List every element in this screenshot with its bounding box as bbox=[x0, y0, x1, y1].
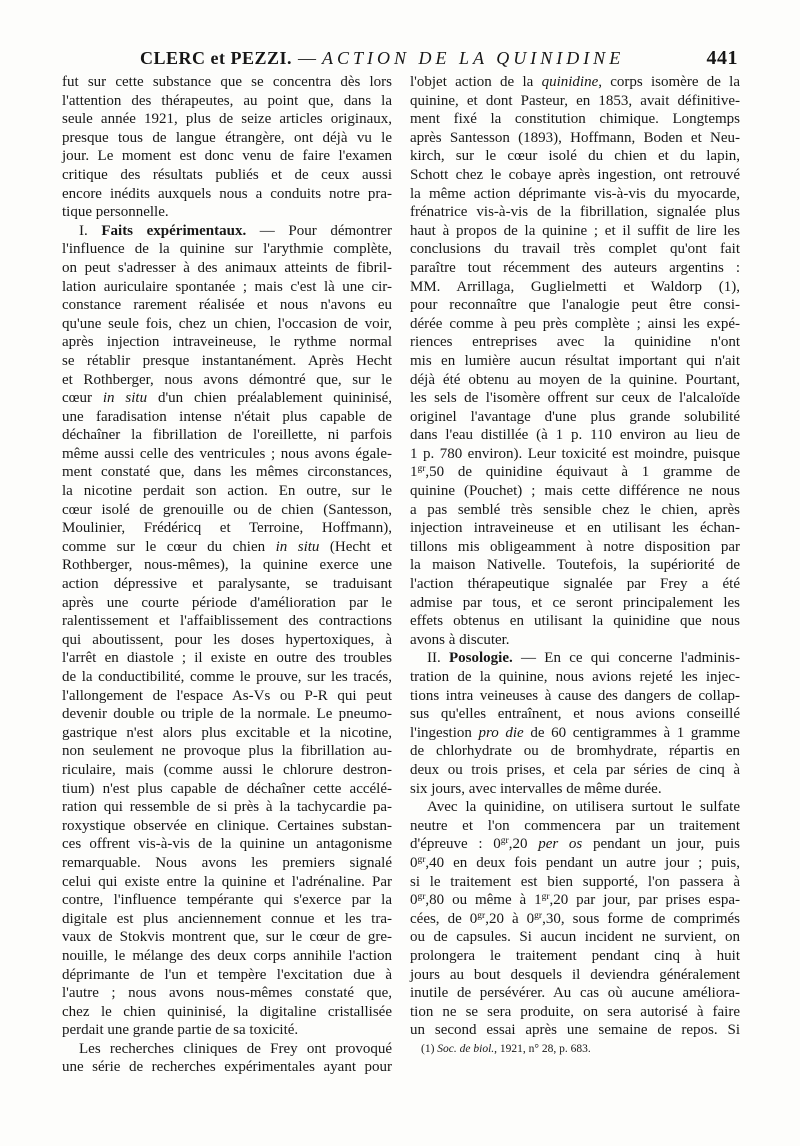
text-line bbox=[410, 854, 740, 873]
text-line: Avec la quinidine, on utilisera surtout le sulfate bbox=[427, 799, 740, 816]
section-faits-experimentaux bbox=[62, 222, 392, 1040]
text-line: après une courte période d'amélioration par le bbox=[62, 594, 392, 611]
text-line bbox=[410, 835, 740, 854]
text-line: une série de recherches expérimentales ayant pour bbox=[62, 1059, 392, 1076]
text-run: d'un chien préalablement quininisé, bbox=[147, 390, 392, 407]
text-line: l'autre ; nous avons nous-mêmes constaté que, bbox=[62, 985, 392, 1002]
text-run: pendant un jour, puis bbox=[582, 836, 740, 853]
footnote-source: Soc. de biol. bbox=[437, 1043, 495, 1055]
text-line: l'allongement de l'espace As-Vs ou P-R qui peut bbox=[62, 687, 392, 704]
text-line: gastrique n'est alors plus excitable et la nicotine, bbox=[62, 724, 392, 741]
text-line: jours au bout desquels il deviendra généralement bbox=[410, 966, 740, 983]
unit-superscript: gr bbox=[534, 910, 543, 921]
text-run: d'épreuve : 0 bbox=[410, 836, 501, 853]
text-line: constance rarement réalisée et nous n'avons eu bbox=[62, 297, 392, 314]
text-line: neutre et l'on commencera par un traitement bbox=[410, 817, 740, 834]
text-line: après injection intraveineuse, le rythme normal bbox=[62, 334, 392, 351]
text-line bbox=[410, 910, 740, 929]
text-run: de 60 centigrammes à 1 gramme bbox=[523, 724, 740, 741]
text-line: et Rothberger, nous avons démontré que, sur le bbox=[62, 371, 392, 388]
text-run: comme sur le cœur du chien bbox=[62, 538, 276, 555]
text-run: ,20 par jour, par prises espa- bbox=[549, 892, 740, 909]
text-line: contre, l'influence tempérante qui s'exerce par la bbox=[62, 892, 392, 909]
text-line: roxystique observée en clinique. Certaines substan- bbox=[62, 817, 392, 834]
text-line: se rétablir presque instantanément. Après Hecht bbox=[62, 352, 392, 369]
text-line: fut sur cette substance que se concentra dès lors bbox=[62, 74, 392, 90]
text-line: perdait une grande partie de sa toxicité. bbox=[62, 1022, 299, 1039]
text-line: qui aboutissent, pour les doses hypertoxiques, à bbox=[62, 631, 392, 648]
text-line: l'attention des thérapeutes, au point que, dans la bbox=[62, 92, 392, 109]
text-line: ces offrent vis-à-vis de la quinine un antagonisme bbox=[62, 836, 392, 853]
paragraph-quinidine bbox=[410, 73, 740, 649]
text-line bbox=[410, 724, 740, 743]
unit-superscript: gr bbox=[500, 836, 509, 847]
text-line: ration qui ressemble de si près à la tachycardie pa- bbox=[62, 799, 392, 816]
text-line: Rothberger, nous-mêmes), la quinine exerce une bbox=[62, 557, 392, 574]
text-line: encore inédits auxquels nous a conduits notre pra- bbox=[62, 185, 392, 202]
text-line: paraître tout récemment des auteurs argentins : bbox=[410, 259, 740, 276]
paragraph-dosage bbox=[410, 798, 740, 1040]
text-line: vaux de Stokvis montrent que, sur le cœur de gre- bbox=[62, 929, 392, 946]
text-line: tration de la quinine, nous avions rejeté les injec- bbox=[410, 669, 740, 685]
paragraph-frey bbox=[62, 1040, 392, 1077]
text-line: kirch, sur le cœur isolé du chien et du lapin, bbox=[410, 148, 740, 165]
text-line: admise par tous, et ce seront principalement les bbox=[410, 594, 740, 611]
text-line: quinine (Pouchet) ; mais cette différence ne nous bbox=[410, 483, 740, 500]
page-number: 441 bbox=[706, 47, 738, 69]
text-line: dans l'eau distillée (à 1 p. 110 environ au lieu de bbox=[410, 427, 740, 444]
text-line: critique des résultats publiés et de ceux aussi bbox=[62, 166, 392, 183]
header-title: ACTION DE LA QUINIDINE bbox=[322, 48, 625, 68]
text-run: , corps isomère de la bbox=[598, 74, 740, 90]
footnote-marker: (1) bbox=[421, 1043, 438, 1055]
text-line bbox=[410, 891, 740, 910]
text-line: chez le chien quininisé, la digitaline cristallisée bbox=[62, 1003, 392, 1020]
text-line: ou de capsules. Si aucun incident ne survient, on bbox=[410, 929, 740, 946]
text-line: de la conductibilité, comme le prouve, sur les tracés, bbox=[62, 669, 392, 685]
text-line bbox=[62, 389, 392, 408]
paragraph-intro bbox=[62, 73, 392, 222]
text-run: ,20 à 0 bbox=[485, 910, 535, 927]
section-number: I. bbox=[79, 222, 102, 239]
text-line: Schott chez le cobaye après ingestion, ont retrouvé bbox=[410, 166, 740, 183]
text-line: cœur isolé de grenouille ou de chien (Santesson, bbox=[62, 501, 392, 518]
unit-superscript: gr bbox=[417, 464, 426, 475]
footnote-reference: , 1921, n° 28, p. 683. bbox=[494, 1043, 591, 1055]
unit-superscript: gr bbox=[417, 892, 426, 903]
text-run: l'objet action de la bbox=[410, 74, 542, 90]
running-header bbox=[140, 47, 624, 69]
text-line: MM. Arrillaga, Guglielmetti et Waldorp (1), bbox=[410, 278, 740, 295]
text-run: cœur bbox=[62, 390, 103, 407]
text-line: digitale est plus anciennement connue et les tra- bbox=[62, 910, 392, 927]
text-line: pour reconnaître que l'analogie peut être consi- bbox=[410, 297, 740, 314]
text-line: dérée comme à peu près complète ; ainsi les expé- bbox=[410, 315, 740, 332]
left-column bbox=[62, 73, 392, 1077]
text-line: tion ne se sera produite, on sera autorisé à faire bbox=[410, 1003, 740, 1020]
text-line: tique personnelle. bbox=[62, 204, 169, 221]
text-line bbox=[410, 463, 740, 482]
text-line: action dépressive et paralysante, se traduisant bbox=[62, 576, 392, 593]
text-line: seule année 1921, plus de seize articles originaux, bbox=[62, 111, 392, 128]
text-line: déjà été obtenu au moyen de la quinine. Pourtant, bbox=[410, 371, 740, 388]
text-run: — En ce qui concerne l'adminis- bbox=[512, 650, 740, 667]
text-line: avons à discuter. bbox=[410, 631, 510, 648]
text-line: la nicotine perdait son action. En outre, sur le bbox=[62, 483, 392, 500]
text-line: qu'une seule fois, chez un chien, l'occasion de voir, bbox=[62, 315, 392, 332]
text-line: sus qu'elles entraînent, et nous avions conseillé bbox=[410, 706, 740, 723]
text-line: injection intraveineuse et en utilisant les échan- bbox=[410, 520, 740, 537]
text-line: Les recherches cliniques de Frey ont provoqué bbox=[79, 1040, 392, 1057]
text-run: 1 bbox=[410, 464, 418, 481]
footnote bbox=[421, 1041, 591, 1057]
text-line bbox=[62, 538, 392, 557]
text-line: tions intra veineuses à cause des dangers de collap- bbox=[410, 687, 740, 704]
text-line: on peut s'adresser à des animaux atteints de fibril- bbox=[62, 259, 392, 276]
text-line: ment constaté que, dans les mêmes circonstances, bbox=[62, 464, 392, 481]
text-line: de chlorhydrate ou de bromhydrate, répartis en bbox=[410, 743, 740, 760]
text-line: tillons mis obligeamment à notre disposition par bbox=[410, 538, 740, 555]
text-line: une faradisation intense n'était plus capable de bbox=[62, 408, 392, 425]
text-run: 0 bbox=[410, 892, 418, 909]
italic-term: in situ bbox=[275, 538, 320, 555]
section-number: II. bbox=[427, 650, 450, 667]
text-line: presque tous de langue étrangère, ont déjà vu le bbox=[62, 129, 392, 146]
text-line: après Santesson (1893), Hoffmann, Boden et Neu- bbox=[410, 129, 740, 146]
text-run: ,50 de quinidine équivaut à 1 gramme de bbox=[425, 464, 740, 481]
text-line: même aussi celle des ventricules ; nous avons égale- bbox=[62, 445, 392, 462]
text-line: ment fixé la constitution chimique. Longtemps bbox=[410, 111, 740, 128]
text-line: l'action thérapeutique signalée par Frey a été bbox=[410, 576, 740, 593]
text-run: cées, de 0 bbox=[410, 910, 478, 927]
text-line: non seulement ne provoque plus la fibrillation au- bbox=[62, 743, 392, 760]
right-column bbox=[410, 73, 740, 1040]
section-heading-line bbox=[410, 649, 740, 668]
text-line: si le traitement est bien supporté, l'on passera à bbox=[410, 873, 740, 890]
italic-term: pro die bbox=[478, 724, 524, 741]
text-run: (Hecht et bbox=[319, 538, 392, 555]
text-line: originel l'avantage d'une plus grande solubilité bbox=[410, 408, 740, 425]
section-title: Faits expérimentaux. bbox=[101, 222, 247, 239]
text-line: les sels de l'isomère offrent sur ceux de l'alcaloïde bbox=[410, 390, 740, 407]
header-authors: CLERC et PEZZI. bbox=[140, 48, 293, 68]
text-run: ,80 ou même à 1 bbox=[425, 892, 542, 909]
text-run: ,40 en deux fois pendant un autre jour ; puis, bbox=[425, 854, 740, 871]
text-line: six jours, avec intervalles de même durée. bbox=[410, 780, 662, 797]
italic-term: per os bbox=[538, 836, 583, 853]
text-line: a pas semblé très sensible chez le chien, après bbox=[410, 501, 740, 518]
text-line: déprimante de l'un et tempère l'excitation due à bbox=[62, 966, 392, 983]
text-line: un second essai après une semaine de repos. Si bbox=[410, 1022, 740, 1039]
text-line: l'arrêt en diastole ; il existe en outre des troubles bbox=[62, 650, 392, 667]
text-line: riculaire, mais (comme aussi le chlorure destron- bbox=[62, 761, 392, 778]
text-line: haut à propos de la quinine ; et il suffit de lire les bbox=[410, 222, 740, 239]
text-line: conclusions du travail très complet qu'ont fait bbox=[410, 241, 740, 258]
text-line: devenir double ou triple de la normale. Le pneumo- bbox=[62, 706, 392, 723]
text-run: ,20 bbox=[508, 836, 539, 853]
header-dash: — bbox=[298, 48, 317, 68]
text-line: nouille, le mélange des deux corps annihile l'action bbox=[62, 947, 392, 964]
text-line: mis en lumière aucun résultat important qui n'ait bbox=[410, 352, 740, 369]
text-run: 0 bbox=[410, 854, 418, 871]
text-line: jour. Le moment est donc venu de faire l'examen bbox=[62, 148, 392, 165]
text-line: déchaîner la fibrillation de l'oreillette, ni parfois bbox=[62, 427, 392, 444]
text-run: l'ingestion bbox=[410, 724, 479, 741]
text-line bbox=[410, 73, 740, 92]
text-line: la maison Nativelle. Toutefois, la supériorité de bbox=[410, 557, 740, 574]
text-run: ,30, sous forme de comprimés bbox=[542, 910, 740, 927]
italic-term: quinidine bbox=[541, 74, 599, 90]
text-line: l'influence de la quinine sur l'arythmie complète, bbox=[62, 241, 392, 258]
section-posologie bbox=[410, 649, 740, 798]
text-line: prolongera le traitement pendant cinq à huit bbox=[410, 947, 740, 964]
italic-term: in situ bbox=[102, 390, 148, 407]
text-line: frénatrice vis-à-vis de la fibrillation, signalée plus bbox=[410, 204, 740, 221]
text-line: remarquable. Nous avons les premiers signalé bbox=[62, 854, 392, 871]
section-heading-line bbox=[62, 222, 392, 241]
text-line: quinine, et dont Pasteur, en 1853, avait définitive- bbox=[410, 92, 740, 109]
text-line: lation auriculaire spontanée ; mais c'est là une cir- bbox=[62, 278, 392, 295]
section-title: Posologie. bbox=[449, 650, 513, 667]
text-run: — Pour démontrer bbox=[246, 222, 392, 239]
text-line: la même action déprimante vis-à-vis du myocarde, bbox=[410, 185, 740, 202]
text-line: 1 p. 780 environ). Leur toxicité est moindre, puisque bbox=[410, 445, 740, 462]
unit-superscript: gr bbox=[477, 910, 486, 921]
text-line: tium) n'est plus capable de déchaîner cette accélé- bbox=[62, 780, 392, 797]
text-line: riences entreprises avec la quinidine n'ont bbox=[410, 334, 740, 351]
text-line: deux ou trois prises, et cela par séries de cinq à bbox=[410, 761, 740, 778]
text-line: effets obtenus en utilisant la quinidine que nous bbox=[410, 613, 740, 630]
text-line: Moulinier, Frédéricq et Terroine, Hoffmann), bbox=[62, 520, 392, 537]
unit-superscript: gr bbox=[417, 854, 426, 865]
text-line: ralentissement et l'affaiblissement des contractions bbox=[62, 613, 392, 630]
text-line: inutile de persévérer. Au cas où aucune améliora- bbox=[410, 985, 740, 1002]
text-line: celui qui existe entre la quinine et l'adrénaline. Par bbox=[62, 873, 392, 890]
unit-superscript: gr bbox=[541, 892, 550, 903]
